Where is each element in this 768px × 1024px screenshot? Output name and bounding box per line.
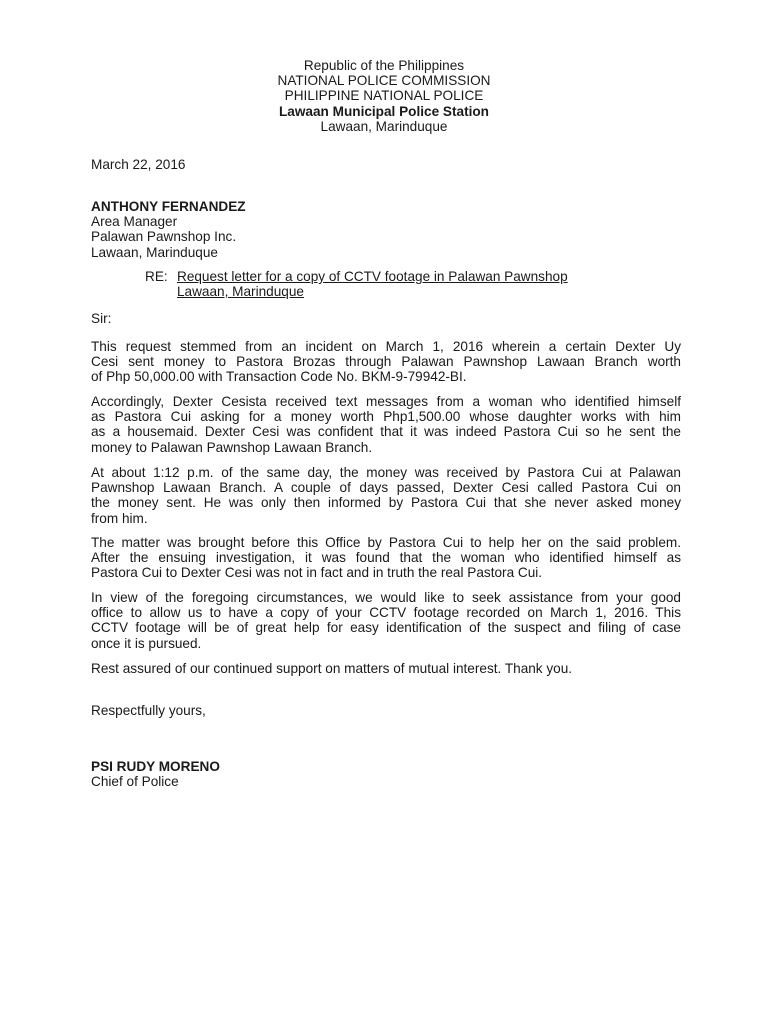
letter-date: March 22, 2016 [91, 157, 186, 172]
recipient-title: Area Manager [91, 214, 178, 230]
recipient-block [91, 199, 681, 260]
letterhead-location: Lawaan, Marinduque [320, 118, 448, 134]
paragraph-line: from him. [91, 510, 148, 526]
paragraph-line: Cesi sent money to Pastora Brozas through Palawan Pawnshop Lawaan Branch worth [91, 354, 681, 370]
paragraph-line: In view of the foregoing circumstances, we would like to seek assistance from your good [91, 590, 681, 605]
paragraph-money-received [91, 465, 681, 526]
paragraph-text-messages [91, 394, 681, 455]
paragraph-line: once it is pursued. [91, 635, 202, 651]
letterhead-commission: NATIONAL POLICE COMMISSION [277, 73, 491, 89]
paragraph-request [91, 590, 681, 651]
paragraph-line: of Php 50,000.00 with Transaction Code No. BKM-9-79942-BI. [91, 369, 467, 385]
paragraph-line: money to Palawan Pawnshop Lawaan Branch. [91, 439, 373, 455]
paragraph-closing-remark [91, 661, 681, 676]
subject-text [177, 269, 568, 299]
signatory-position: Chief of Police [91, 774, 179, 790]
recipient-company: Palawan Pawnshop Inc. [91, 229, 237, 245]
signature-block [91, 759, 681, 789]
paragraph-line: Pawnshop Lawaan Branch. A couple of days passed, Dexter Cesi called Pastora Cui on [91, 480, 681, 496]
letterhead-pnp: PHILIPPINE NATIONAL POLICE [284, 88, 484, 104]
letterhead [0, 58, 768, 134]
paragraph-investigation [91, 535, 681, 581]
paragraph-line: as a housemaid. Dexter Cesi was confident that it was indeed Pastora Cui so he sent the [91, 424, 681, 440]
paragraph-line: At about 1:12 p.m. of the same day, the money was received by Pastora Cui at Palawan [91, 465, 681, 480]
recipient-name: ANTHONY FERNANDEZ [91, 199, 246, 214]
paragraph-line: Pastora Cui to Dexter Cesi was not in fact and in truth the real Pastora Cui. [91, 565, 543, 581]
paragraph-incident [91, 339, 681, 385]
signatory-name: PSI RUDY MORENO [91, 759, 220, 774]
recipient-location: Lawaan, Marinduque [91, 244, 218, 260]
paragraph-line: After the ensuing investigation, it was found that the woman who identified himself as [91, 550, 681, 566]
paragraph-line: Accordingly, Dexter Cesista received text messages from a woman who identified himself [91, 394, 681, 409]
paragraph-line: the money sent. He was only then informed by Pastora Cui that she never asked money [91, 495, 681, 511]
paragraph-line: office to allow us to have a copy of your CCTV footage recorded on March 1, 2016. This [91, 605, 681, 621]
paragraph-line: The matter was brought before this Office by Pastora Cui to help her on the said problem. [91, 535, 681, 550]
paragraph-line: This request stemmed from an incident on March 1, 2016 wherein a certain Dexter Uy [91, 339, 681, 354]
paragraph-line: CCTV footage will be of great help for easy identification of the suspect and filing of case [91, 620, 681, 636]
subject-text-line1: Request letter for a copy of CCTV footage in Palawan Pawnshop [177, 269, 568, 284]
salutation: Sir: [91, 311, 112, 326]
paragraph-line: Rest assured of our continued support on matters of mutual interest. Thank you. [91, 661, 573, 676]
letterhead-station: Lawaan Municipal Police Station [279, 103, 489, 119]
subject-text-line2: Lawaan, Marinduque [177, 284, 304, 300]
letterhead-republic: Republic of the Philippines [303, 58, 465, 73]
subject-label: RE: [145, 269, 168, 284]
paragraph-line: as Pastora Cui asking for a money worth Php1,500.00 whose daughter works with him [91, 409, 681, 425]
complimentary-close: Respectfully yours, [91, 703, 206, 718]
